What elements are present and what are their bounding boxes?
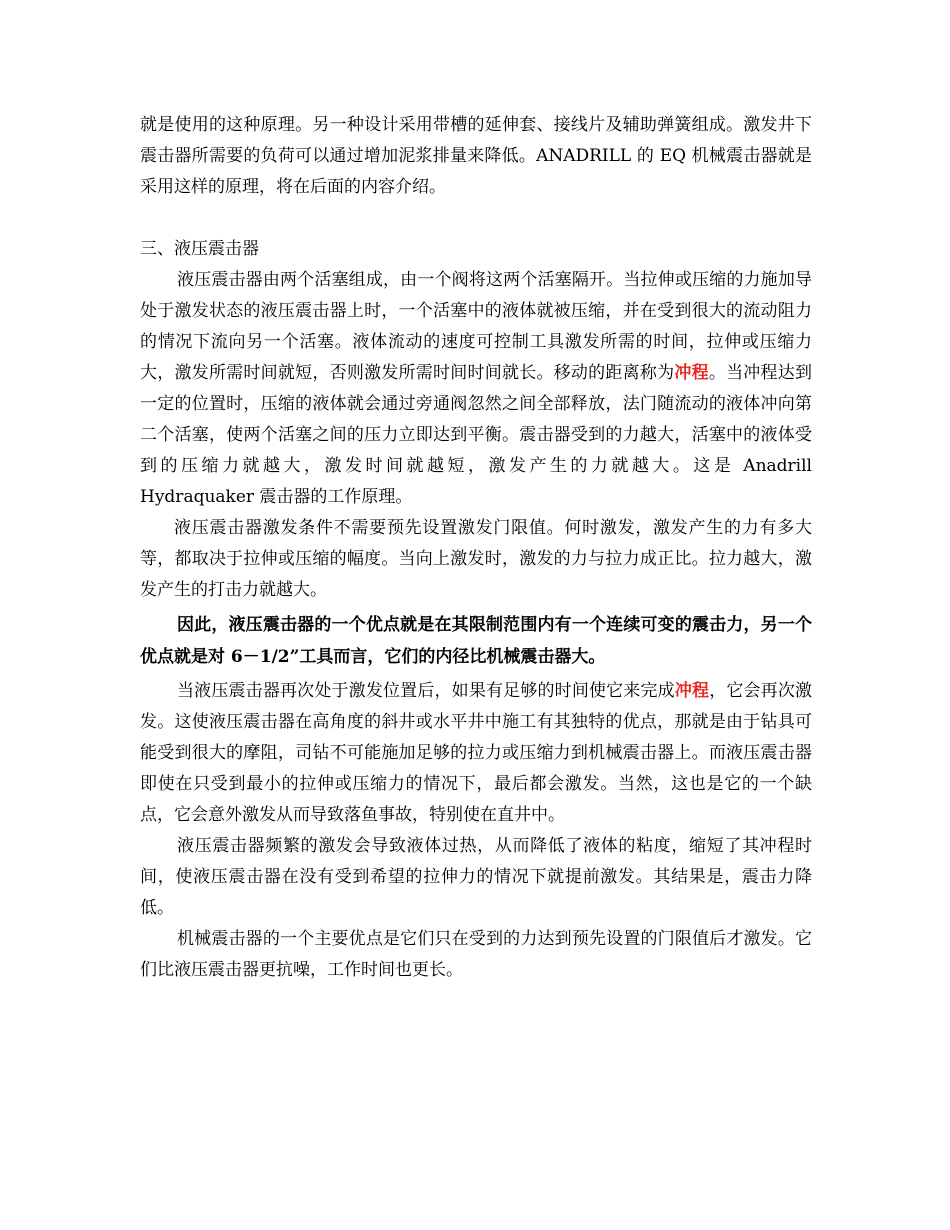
section-heading: 三、液压震击器 [140, 239, 259, 259]
paragraph-5-text-b: ，它会再次激发。这使液压震击器在高角度的斜井或水平井中施工有其独特的优点，那就是由于钻具可能受到很大的摩阻，司钻不可能施加足够的拉力或压缩力到机械震击器上。而液压震击器即使在只受到最小的拉伸或压缩力的情况下，最后都会激发。当然，这也是它的一个缺点，它会意外激发从而导致落鱼事故，特别使在直井中。 [140, 681, 813, 825]
document-page [140, 110, 812, 986]
paragraph-3: 液压震击器激发条件不需要预先设置激发门限值。何时激发，激发产生的力有多大等，都取决于拉伸或压缩的幅度。当向上激发时，激发的力与拉力成正比。拉力越大，激发产生的打击力就越大。 [140, 518, 812, 600]
highlight-term-stroke-2: 冲程 [674, 681, 710, 701]
highlight-term-stroke: 冲程 [674, 363, 709, 383]
paragraph-4-bold: 因此，液压震击器的一个优点就是在其限制范围内有一个连续可变的震击力，另一个优点就是对 6－1/2”工具而言，它们的内径比机械震击器大。 [140, 615, 812, 667]
paragraph-5-text-a: 当液压震击器再次处于激发位置后，如果有足够的时间使它来完成 [177, 681, 675, 701]
paragraph-1: 就是使用的这种原理。另一种设计采用带槽的延伸套、接线片及辅助弹簧组成。激发井下震击器所需要的负荷可以通过增加泥浆排量来降低。ANADRILL 的 EQ 机械震击器就是采用这样的原理，将在后面的内容介绍。 [140, 115, 812, 197]
paragraph-2-text-a: 液压震击器由两个活塞组成，由一个阀将这两个活塞隔开。当拉伸或压缩的力施加导处于激发状态的液压震击器上时，一个活塞中的液体就被压缩，并在受到很大的流动阻力的情况下流向另一个活塞。液体流动的速度可控制工具激发所需的时间，拉伸或压缩力大，激发所需时间就短，否则激发所需时间时间就长。移动的距离称为 [140, 270, 812, 383]
paragraph-2 [140, 265, 812, 513]
paragraph-6: 液压震击器频繁的激发会导致液体过热，从而降低了液体的粘度，缩短了其冲程时间，使液压震击器在没有受到希望的拉伸力的情况下就提前激发。其结果是，震击力降低。 [140, 836, 812, 918]
paragraph-7: 机械震击器的一个主要优点是它们只在受到的力达到预先设置的门限值后才激发。它们比液压震击器更抗噪，工作时间也更长。 [140, 929, 812, 980]
paragraph-5 [140, 676, 812, 831]
paragraph-2-text-b: 。当冲程达到一定的位置时，压缩的液体就会通过旁通阀忽然之间全部释放，法门随流动的液体冲向第二个活塞，使两个活塞之间的压力立即达到平衡。震击器受到的力越大，活塞中的液体受到的压缩力就越大，激发时间就越短，激发产生的力就越大。这是 Anadrill Hydraquaker 震击器的工作原理。 [140, 363, 813, 507]
